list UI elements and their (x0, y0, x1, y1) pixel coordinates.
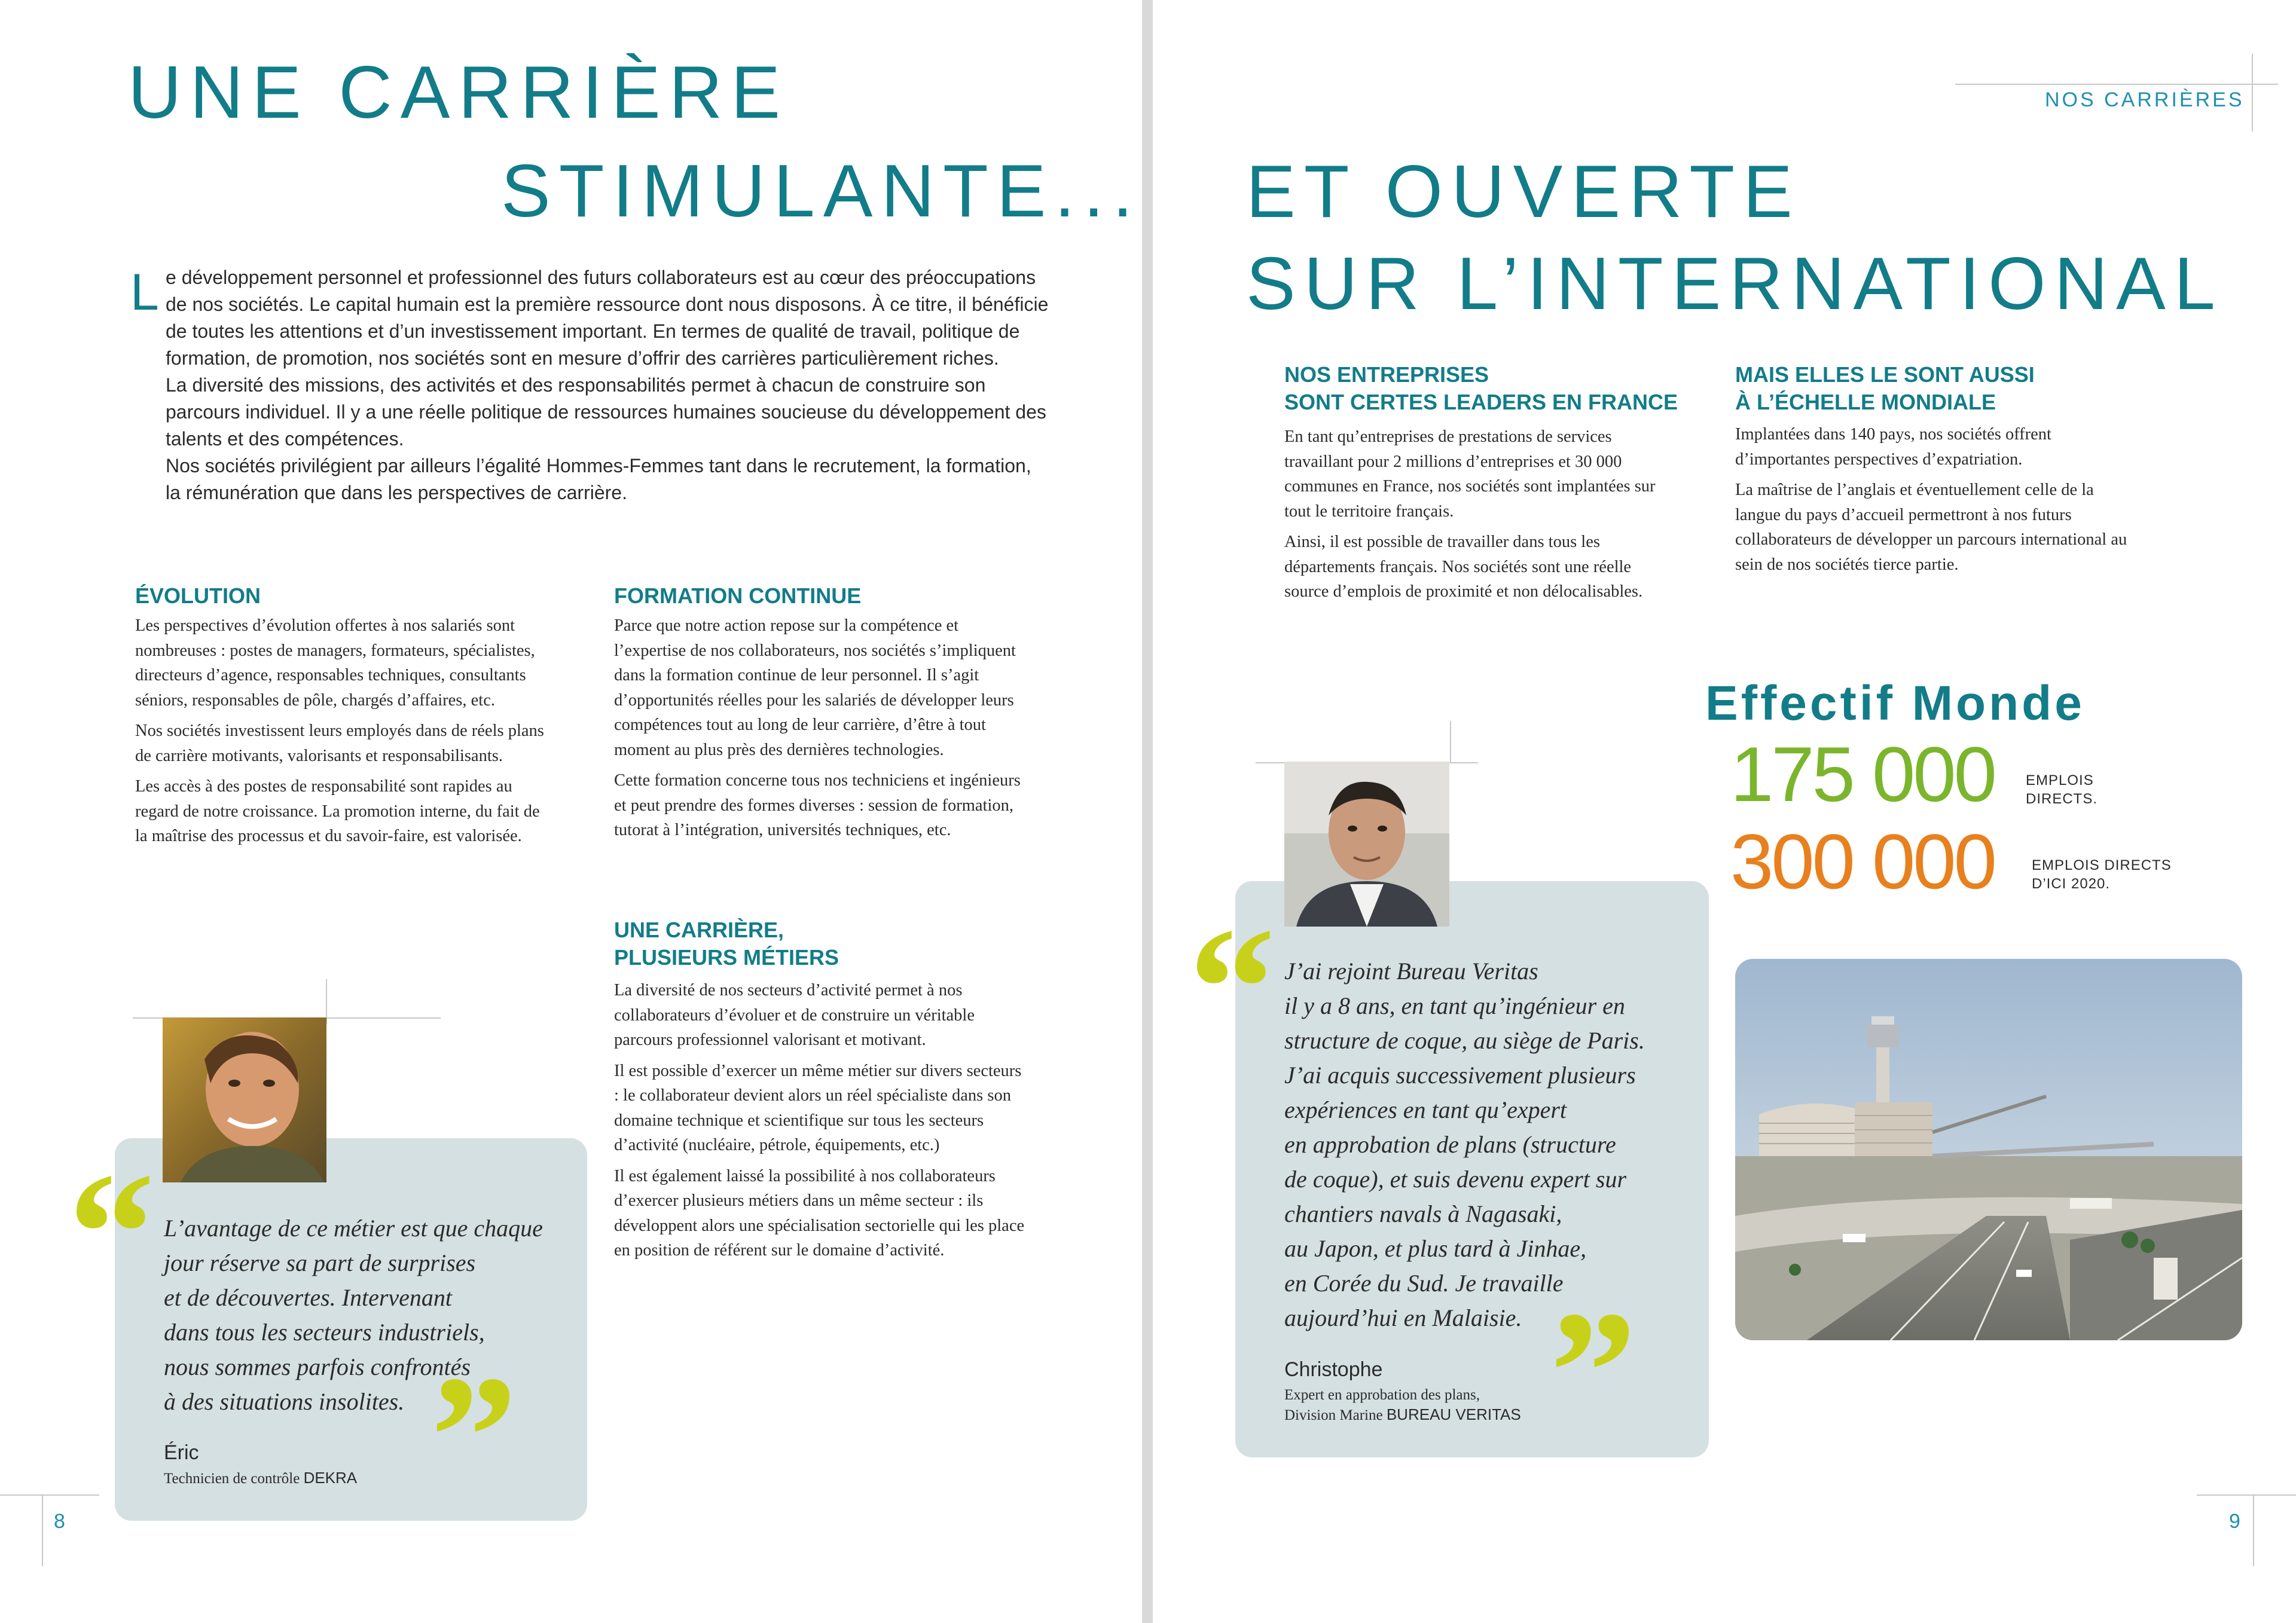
stat-label-line: D’ICI 2020. (2032, 876, 2111, 892)
left-title-line2: STIMULANTE... (501, 150, 1141, 233)
divider-line (2252, 54, 2253, 132)
mondiale-heading (1735, 361, 2035, 416)
leaders-heading (1284, 361, 1678, 416)
stat-label-line: EMPLOIS (2026, 772, 2094, 788)
stat-label-line: DIRECTS. (2026, 791, 2098, 807)
divider-line (1450, 721, 1451, 763)
stat-label-2 (2032, 856, 2172, 893)
formation-paragraph: Parce que notre action repose sur la compétence et l’expertise de nos collaborateurs, nos sociétés s’impliquent dans la formation continue de leur personnel. Il s’agit d’opportunités réelles pour les salariés de développer leurs compétences tout au long de leur carrière, d’être à tout moment au plus près des dernières technologies. (614, 616, 1016, 759)
quote-line: J’ai acquis successivement plusieurs (1284, 1062, 1636, 1089)
airport-photo (1735, 959, 2242, 1340)
carriere-paragraph: La diversité de nos secteurs d’activité permet à nos collaborateurs d’évoluer et de construire un véritable parcours professionnel valorisant et motivant. (614, 981, 975, 1049)
open-quote-mark: “ (1189, 892, 1275, 1084)
stat-value-175000: 175 000 (1730, 730, 1995, 818)
airport-image (1735, 959, 2242, 1340)
divider-line (1955, 84, 2278, 85)
carriere-heading-line2: PLUSIEURS MÉTIERS (614, 945, 839, 970)
quote-line: J’ai rejoint Bureau Veritas (1284, 958, 1538, 985)
author-role-text: Technicien de contrôle (164, 1471, 300, 1487)
quote-line: L’avantage de ce métier est que chaque (164, 1215, 543, 1242)
divider-line (0, 1494, 99, 1496)
intro-paragraph: e développement personnel et professionnel des futurs collaborateurs est au cœur des préoccupations de nos sociétés. Le capital humain est la première ressource dont nous disposons. À ce titre, il bénéficie de toutes les attentions et d’un investissement important. En termes de qualité de travail, politique de formation, de promotion, nos sociétés sont en mesure d’offrir des carrières particulièrement riches. (166, 267, 1049, 369)
quote-line: en Corée du Sud. Je travaille (1284, 1270, 1564, 1297)
quote-author-role (1284, 1386, 1521, 1425)
quote-line: nous sommes parfois confrontés (164, 1353, 471, 1380)
page-number-left: 8 (54, 1510, 65, 1533)
formation-heading: FORMATION CONTINUE (614, 583, 862, 608)
left-page (0, 0, 1142, 1623)
evolution-text (135, 613, 554, 855)
stat-label-line: EMPLOIS DIRECTS (2032, 857, 2172, 873)
quote-line: et de découvertes. Intervenant (164, 1284, 453, 1311)
carriere-text (614, 978, 1027, 1269)
leaders-text (1284, 424, 1679, 610)
quote-line: en approbation de plans (structure (1284, 1131, 1616, 1158)
section-label: NOS CARRIÈRES (2045, 88, 2245, 111)
intro-paragraph: La diversité des missions, des activités et des responsabilités permet à chacun de construire son parcours individuel. Il y a une réelle politique de ressources humaines soucieuse du développement des talents et des compétences. (166, 374, 1046, 450)
carriere-paragraph: Il est possible d’exercer un même métier sur divers secteurs : le collaborateur devient alors un réel spécialiste dans son domaine technique et scientifique sur tous les secteurs d’activité (nucléaire, pétrole, équipements, etc.) (614, 1061, 1022, 1154)
formation-text (614, 613, 1027, 849)
quote-line: chantiers navals à Nagasaki, (1284, 1200, 1562, 1227)
author-role-line: Division Marine (1284, 1407, 1383, 1423)
leaders-paragraph: Ainsi, il est possible de travailler dans tous les départements français. Nos sociétés sont une réelle source d’emplois de proximité et non délocalisables. (1284, 533, 1643, 601)
right-page (1153, 0, 2296, 1623)
quote-line: il y a 8 ans, en tant qu’ingénieur en (1284, 992, 1625, 1019)
mondiale-paragraph: La maîtrise de l’anglais et éventuellement celle de la langue du pays d’accueil permettront à nos futurs collaborateurs de développer un parcours international au sein de nos sociétés tierce partie. (1735, 481, 2127, 574)
quote-author-role (164, 1468, 357, 1488)
quote-author-name: Christophe (1284, 1358, 1383, 1381)
quote-author-name: Éric (164, 1441, 199, 1464)
evolution-paragraph: Les perspectives d’évolution offertes à nos salariés sont nombreuses : postes de managers, formateurs, spécialistes, directeurs d’agence, responsables techniques, consultants séniors, responsables de pôle, chargés d’affaires, etc. (135, 616, 535, 710)
quote-text-eric (164, 1211, 582, 1419)
mondiale-heading-line2: À L’ÉCHELLE MONDIALE (1735, 390, 1996, 414)
effectif-title: Effectif Monde (1705, 676, 2085, 730)
stat-label-1 (2026, 771, 2097, 808)
page-gutter (1142, 0, 1153, 1623)
left-title-line1: UNE CARRIÈRE (128, 51, 789, 134)
leaders-heading-line2: SONT CERTES LEADERS EN FRANCE (1284, 390, 1678, 414)
divider-line (2253, 1494, 2254, 1566)
evolution-paragraph: Nos sociétés investissent leurs employés dans de réels plans de carrière motivants, valorisants et responsabilisants. (135, 722, 544, 765)
quote-line: au Japon, et plus tard à Jinhae, (1284, 1235, 1587, 1262)
evolution-heading: ÉVOLUTION (135, 583, 261, 608)
quote-line: de coque), et suis devenu expert sur (1284, 1166, 1627, 1193)
quote-line: jour réserve sa part de surprises (164, 1249, 476, 1276)
intro-text (166, 264, 1051, 506)
author-company: BUREAU VERITAS (1386, 1405, 1521, 1423)
page-number-right: 9 (2229, 1510, 2240, 1533)
right-title-line2: SUR L’INTERNATIONAL (1246, 243, 2224, 325)
intro-dropcap: L (130, 264, 159, 321)
carriere-heading (614, 916, 839, 971)
quote-line: aujourd’hui en Malaisie. (1284, 1304, 1522, 1331)
formation-paragraph: Cette formation concerne tous nos techniciens et ingénieurs et peut prendre des formes diverses : session de formation, tutorat à l’intégration, universités techniques, etc. (614, 771, 1021, 839)
quote-text-christophe (1284, 954, 1703, 1335)
close-quote-mark: ” (1550, 1276, 1636, 1468)
stat-value-300000: 300 000 (1730, 818, 1995, 905)
divider-line (42, 1494, 43, 1566)
close-quote-mark: ” (430, 1340, 517, 1532)
carriere-paragraph: Il est également laissé la possibilité à nos collaborateurs d’exercer plusieurs métiers dans un même secteur : ils développent alors une spécialisation sectorielle qui les place en position de référent sur le domaine d’activité. (614, 1166, 1025, 1260)
quote-line: dans tous les secteurs industriels, (164, 1319, 485, 1346)
intro-paragraph: Nos sociétés privilégient par ailleurs l’égalité Hommes-Femmes tant dans le recrutement, la formation, la rémunération que dans les perspectives de carrière. (166, 455, 1031, 503)
portrait-photo-christophe (1284, 762, 1449, 927)
author-company: DEKRA (303, 1469, 358, 1487)
quote-line: à des situations insolites. (164, 1388, 405, 1415)
mondiale-text (1735, 422, 2130, 583)
portrait-christophe-image (1284, 762, 1449, 927)
right-title-line1: ET OUVERTE (1246, 151, 1801, 233)
open-quote-mark: “ (68, 1137, 155, 1329)
divider-line (2197, 1494, 2296, 1496)
leaders-heading-line1: NOS ENTREPRISES (1284, 362, 1489, 387)
evolution-paragraph: Les accès à des postes de responsabilité sont rapides au regard de notre croissance. La promotion interne, du fait de la maîtrise des processus et du savoir-faire, est valorisée. (135, 777, 540, 845)
mondiale-heading-line1: MAIS ELLES LE SONT AUSSI (1735, 362, 2035, 387)
portrait-photo-eric (163, 1017, 326, 1182)
carriere-heading-line1: UNE CARRIÈRE, (614, 918, 784, 942)
mondiale-paragraph: Implantées dans 140 pays, nos sociétés offrent d’importantes perspectives d’expatriation. (1735, 425, 2051, 469)
author-role-line: Expert en approbation des plans, (1284, 1387, 1480, 1403)
leaders-paragraph: En tant qu’entreprises de prestations de services travaillant pour 2 millions d’entreprises et 30 000 communes en France, nos sociétés sont implantées sur tout le territoire français. (1284, 427, 1656, 521)
portrait-eric-image (163, 1017, 326, 1182)
quote-line: structure de coque, au siège de Paris. (1284, 1027, 1645, 1054)
quote-line: expériences en tant qu’expert (1284, 1096, 1567, 1123)
